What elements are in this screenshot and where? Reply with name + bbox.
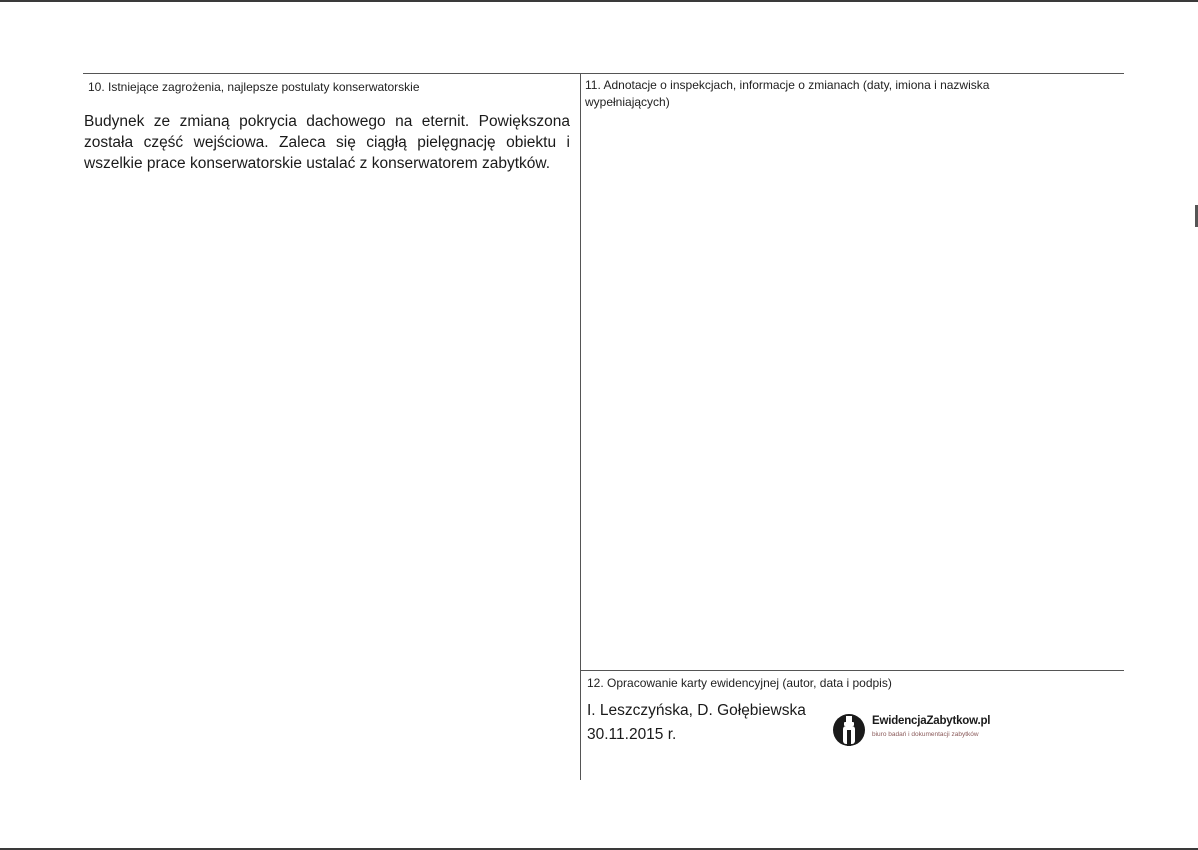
stamp-name: EwidencjaZabytkow.pl — [872, 715, 991, 727]
section-12-top-rule — [580, 670, 1124, 671]
section-12-title: 12. Opracowanie karty ewidencyjnej (autor, data i podpis) — [587, 676, 892, 690]
company-stamp — [832, 712, 1002, 746]
section-10-text: Budynek ze zmianą pokrycia dachowego na eternit. Powiększona została część wejściowa. Zaleca się ciągłą pielęgnację obiektu i wszelkie prace konserwatorskie ustalać z konserwatorem zabytków. — [84, 113, 570, 172]
section-12-date: 30.11.2015 r. — [587, 726, 677, 743]
stamp-tagline: biuro badań i dokumentacji zabytków — [872, 731, 979, 738]
column-divider — [580, 73, 581, 780]
section-10-top-rule — [83, 73, 580, 74]
section-11-title: 11. Adnotacje o inspekcjach, informacje o zmianach (daty, imiona i nazwiska wypełniających) — [585, 78, 990, 109]
bottle-logo-icon — [832, 712, 868, 746]
section-12-authors: I. Leszczyńska, D. Gołębiewska — [587, 702, 806, 719]
section-10-title: 10. Istniejące zagrożenia, najlepsze postulaty konserwatorskie — [88, 80, 420, 94]
section-11-top-rule — [580, 73, 1124, 74]
